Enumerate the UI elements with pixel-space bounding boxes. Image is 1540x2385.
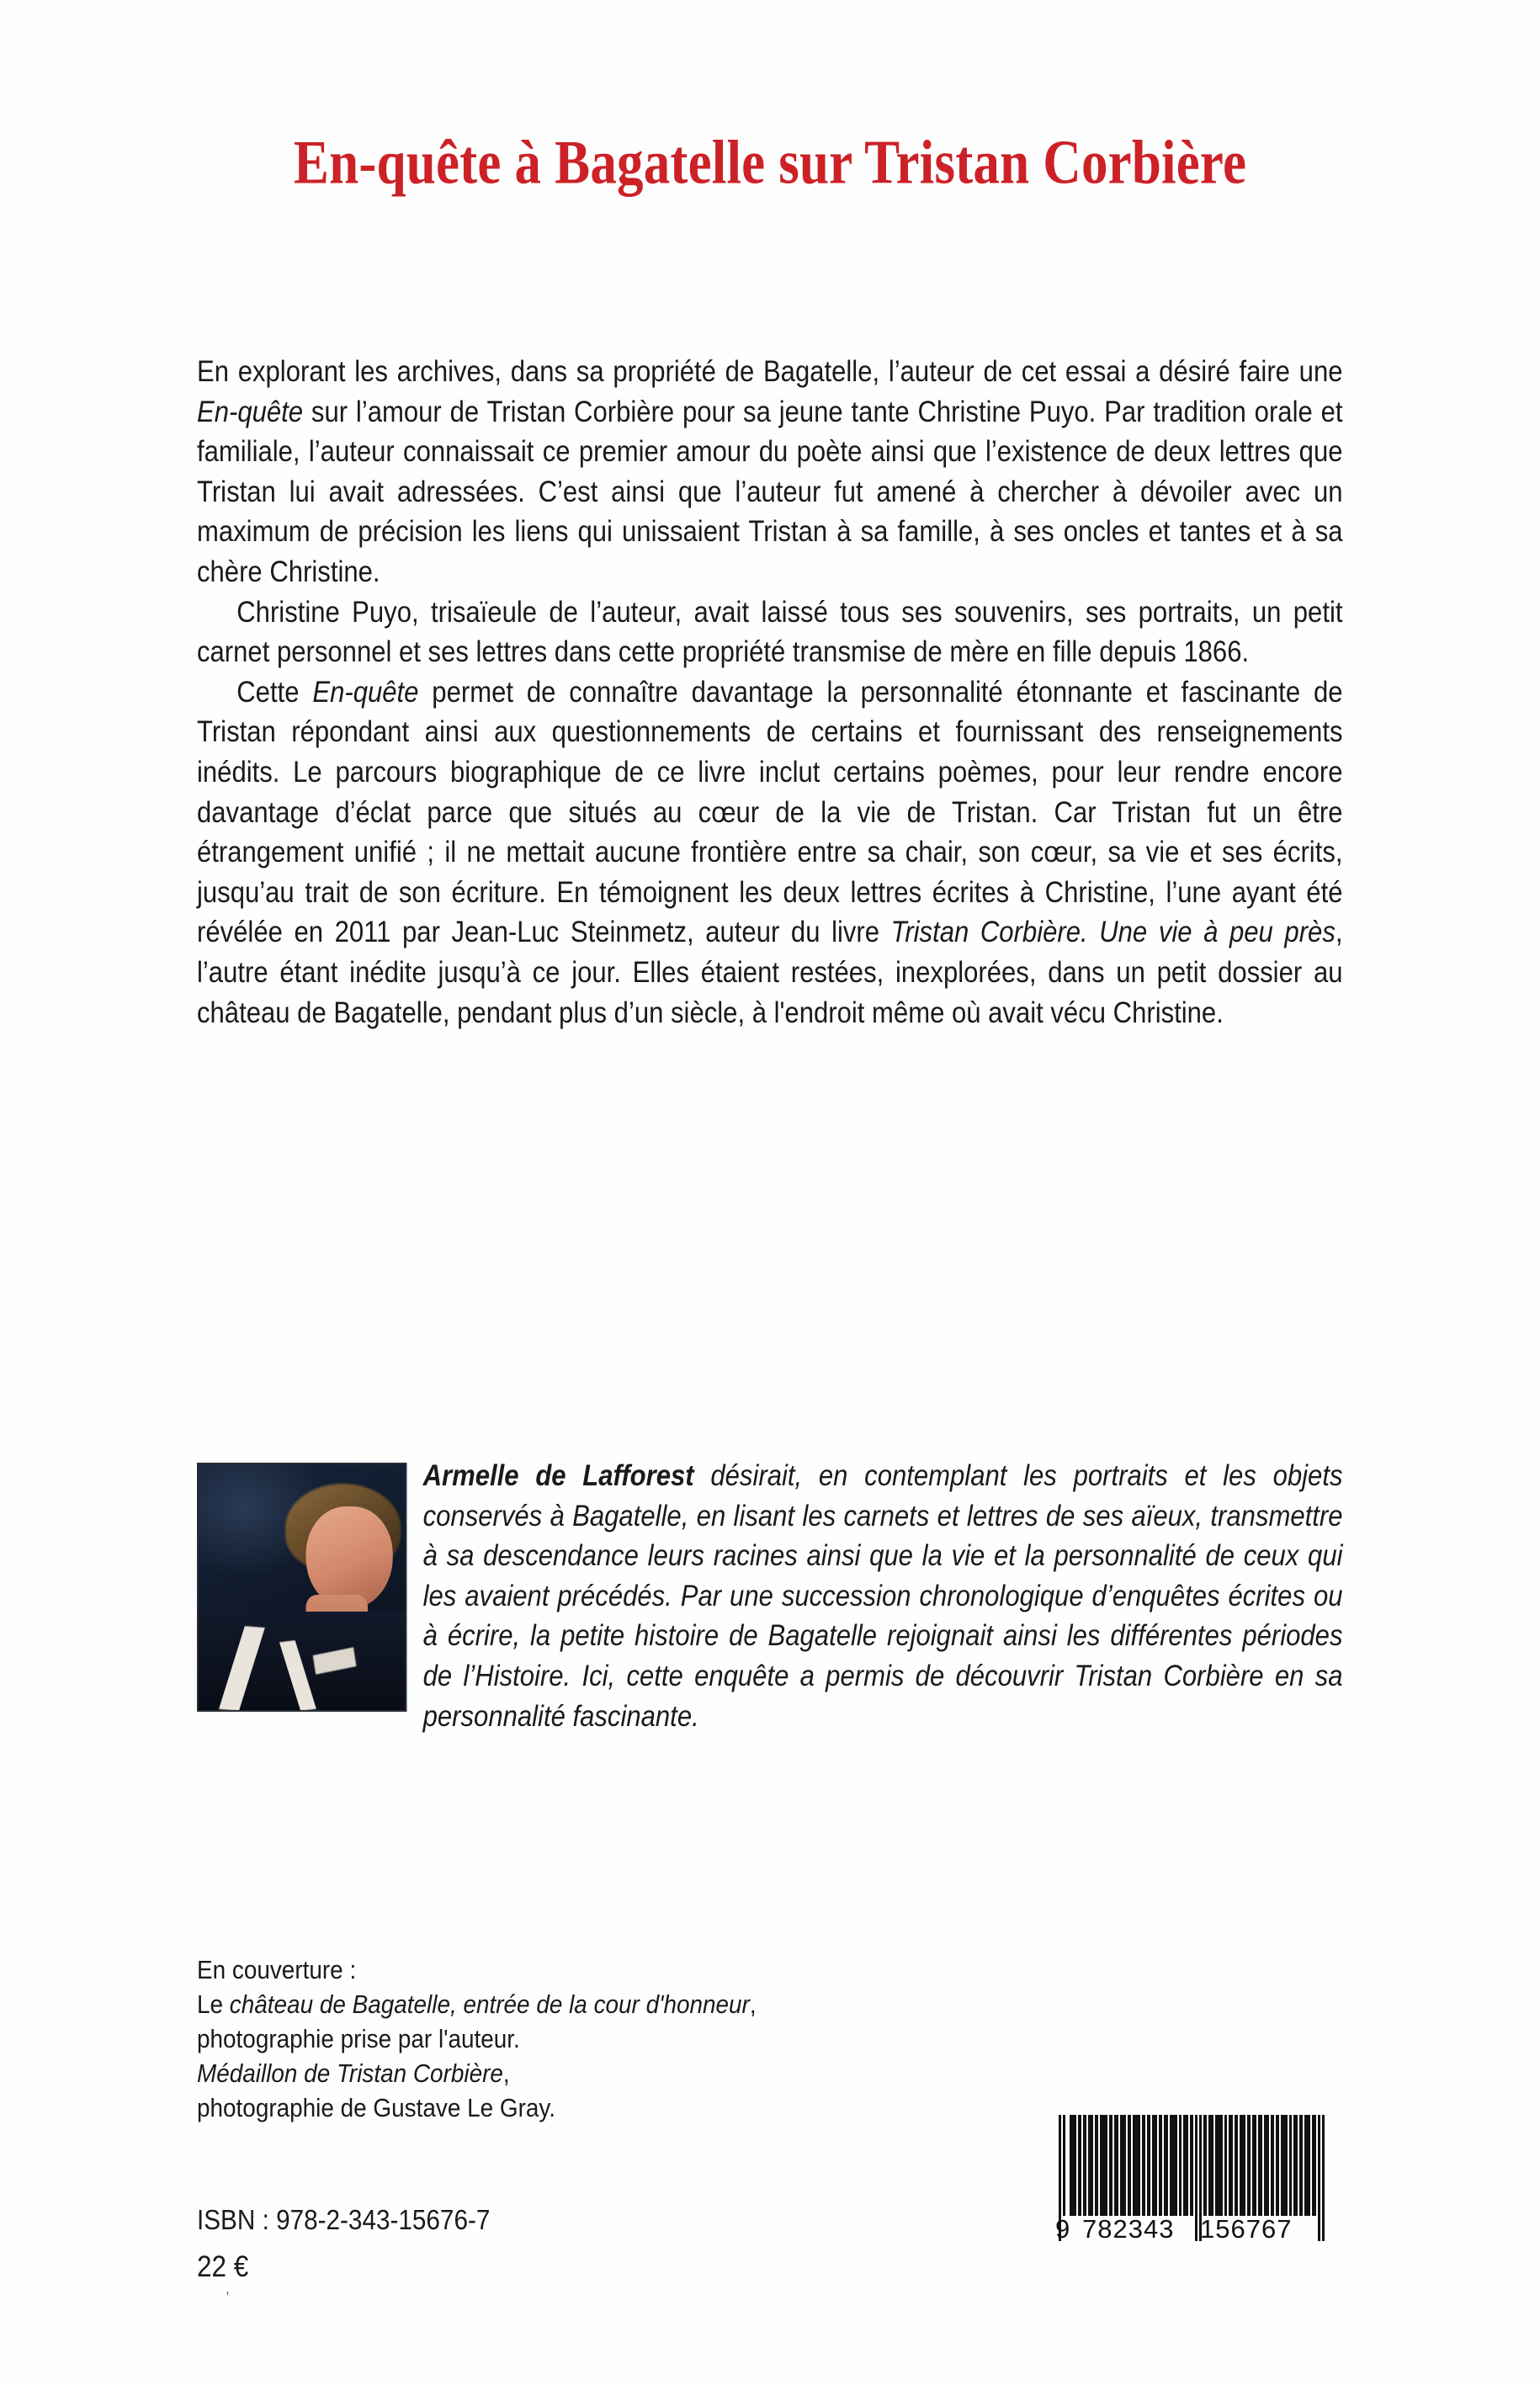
barcode-bar [1252, 2115, 1256, 2216]
credits-line-1: En couverture : [197, 1955, 357, 1984]
author-name: Armelle de Lafforest [422, 1458, 694, 1492]
barcode-bar [1147, 2115, 1150, 2216]
credits-line-5: photographie de Gustave Le Gray. [197, 2093, 556, 2122]
barcode-bar [1183, 2115, 1189, 2216]
barcode-bar [1293, 2115, 1298, 2216]
credits-line-2-prefix: Le [197, 1989, 230, 2019]
barcode-bar [1229, 2115, 1233, 2216]
barcode-bar [1215, 2115, 1223, 2216]
ean13-barcode [1055, 2115, 1326, 2275]
barcode-bar [1133, 2115, 1141, 2216]
credits-line-4-suffix: , [502, 2058, 510, 2088]
cover-credits [197, 1952, 879, 2125]
blurb-paragraph-1 [197, 352, 1343, 592]
barcode-bar [1258, 2115, 1262, 2216]
blurb-p3-part-b: permet de connaître davantage la personnalité étonnante et fascinante de Tristan répondant ainsi aux questionnements de certains et fournissant des renseignements inédits. Le parcours biographique de ce livre inclut certains poèmes, pour leur rendre encore davantage d’éclat parce que situés au cœur de la vie de Tristan. Car Tristan fut un être étrangement unifié ; il ne mettait aucune frontière entre sa chair, son cœur, sa vie et ses écrits, jusqu’au trait de son écriture. En témoignent les deux lettres écrites à Christine, l’une ayant été révélée en 2011 par Jean-Luc Steinmetz, auteur du livre [197, 674, 1343, 949]
price-artifact: , [226, 2281, 230, 2297]
barcode-bar [1100, 2115, 1107, 2216]
blurb-p3-book-title: Tristan Corbière. Une vie à peu près [890, 915, 1336, 949]
barcode-bar [1190, 2115, 1193, 2216]
credits-line-4-italic: Médaillon de Tristan Corbière [197, 2058, 503, 2088]
price-text [197, 2244, 490, 2297]
barcode-bar [1264, 2115, 1269, 2216]
barcode-bar [1109, 2115, 1113, 2216]
blurb-paragraph-2: Christine Puyo, trisaïeule de l’auteur, avait laissé tous ses souvenirs, ses portraits, un petit carnet personnel et ses lettres dans cette propriété transmise de mère en fille depuis 1866. [197, 594, 1343, 669]
barcode-bar [1083, 2115, 1086, 2216]
credits-line-3: photographie prise par l'auteur. [197, 2024, 520, 2053]
blurb-p3-emphasis: En-quête [312, 674, 419, 709]
barcode-bar [1208, 2115, 1213, 2216]
author-portrait-photo [197, 1463, 406, 1712]
barcode-bar [1179, 2115, 1182, 2216]
credits-line-2-suffix: , [749, 1989, 757, 2019]
barcode-bar [1247, 2115, 1251, 2216]
blurb-p1-emphasis: En-quête [197, 394, 304, 428]
barcode-bar [1276, 2115, 1279, 2216]
blurb-p3-part-c: , l’autre étant inédite jusqu’à ce jour. Elles étaient restées, inexplorées, dans un petit dossier au château de Bagatelle, pendant plus d’un siècle, à l'endroit même où avait vécu Christine. [197, 915, 1343, 1029]
barcode-digits-left-group: 782343 [1082, 2214, 1175, 2244]
barcode-digit-first: 9 [1055, 2214, 1071, 2244]
barcode-bar [1299, 2115, 1303, 2216]
blurb-p1-part-b: sur l’amour de Tristan Corbière pour sa jeune tante Christine Puyo. Par tradition orale et familiale, l’auteur connaissait ce premier amour du poète ainsi que l’existence de deux lettres que Tristan lui avait adressées. C’est ainsi que l’auteur fut amené à chercher à dévoiler avec un maximum de précision les liens qui unissaient Tristan à sa famille, à ses oncles et tantes et à sa chère Christine. [197, 394, 1343, 588]
barcode-bar [1142, 2115, 1145, 2216]
blurb-paragraph-3 [197, 672, 1343, 1033]
portrait-face [306, 1506, 393, 1610]
barcode-bar [1152, 2115, 1157, 2216]
barcode-bar [1095, 2115, 1098, 2216]
barcode-bar [1070, 2115, 1076, 2216]
barcode-digits-right-group: 156767 [1200, 2214, 1293, 2244]
barcode-bar [1159, 2115, 1162, 2216]
blurb-p3-part-a: Cette [236, 674, 313, 709]
barcode-bar [1289, 2115, 1293, 2216]
barcode-bar [1120, 2115, 1126, 2216]
barcode-bar [1312, 2115, 1316, 2216]
barcode-bar [1203, 2115, 1207, 2216]
publication-info [197, 2196, 491, 2297]
barcode-bar [1114, 2115, 1118, 2216]
barcode-bar [1063, 2115, 1065, 2216]
credits-line-2-italic: château de Bagatelle, entrée de la cour d'honneur [229, 1989, 750, 2019]
isbn-text: ISBN : 978-2-343-15676-7 [197, 2204, 491, 2235]
barcode-digits [1055, 2214, 1326, 2248]
price-value: 22 € [197, 2250, 249, 2283]
blurb-p1-part-a: En explorant les archives, dans sa propriété de Bagatelle, l’auteur de cet essai a désiré faire une [197, 354, 1343, 388]
barcode-bar [1271, 2115, 1274, 2216]
barcode-bar [1078, 2115, 1081, 2216]
barcode-bar [1281, 2115, 1288, 2216]
page-title: En-quête à Bagatelle sur Tristan Corbière [293, 127, 1247, 197]
barcode-bar [1240, 2115, 1246, 2216]
author-bio-text: désirait, en contemplant les portraits et les objets conservés à Bagatelle, en lisant les carnets et lettres de ses aïeux, transmettre à sa descendance leurs racines ainsi que la vie et la personnalité de ceux qui les avaient précédés. Par une succession chronologique d’enquêtes écrites ou à écrire, la petite histoire de Bagatelle rejoignait ainsi les différentes périodes de l’Histoire. Ici, cette enquête a permis de découvrir Tristan Corbière en sa personnalité fascinante. [422, 1458, 1343, 1733]
author-bio-section [197, 1456, 1343, 1736]
barcode-bar [1304, 2115, 1310, 2216]
barcode-bar [1224, 2115, 1227, 2216]
blurb-text [197, 352, 1343, 1033]
barcode-bar [1088, 2115, 1094, 2216]
barcode-bar [1170, 2115, 1177, 2216]
barcode-bar [1128, 2115, 1131, 2216]
barcode-bar [1235, 2115, 1238, 2216]
credits-line-4 [197, 2056, 879, 2090]
barcode-bar [1164, 2115, 1168, 2216]
credits-line-2 [197, 1987, 879, 2021]
